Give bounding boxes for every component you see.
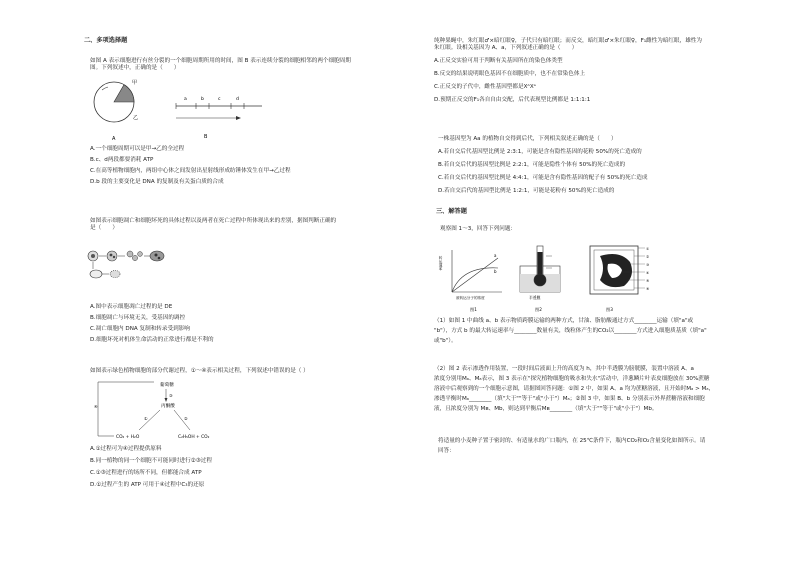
fig1-xlabel: 被转运分子的浓度 [456,296,485,300]
question-2-options [90,304,384,344]
figures-1-3 [440,236,690,314]
question-7-line: 将适量的小麦种子置于密封的、有适量水的广口瓶内，在 25℃条件下，瓶内CO₂和O₂含量变化如图所示。请 [438,438,706,444]
fig-label-yi: 乙 [133,115,139,121]
question-4 [434,38,752,104]
fig1-ylabel: 转运速率 [439,256,443,271]
question-2 [90,218,384,232]
part-2-line: 渗透平衡时Mₐ________（填"大于""等于"或"小于"）Mₐ；②图 3 中，如果 B、b 分别表示外界蔗糖溶液和细胞 [434,395,705,402]
metabolism-figure [94,378,234,448]
fig2-membrane-label: 半透膜 [529,295,541,300]
option-a: A.图中表示细胞凋亡过程的是 DE [90,304,173,310]
question-6-part-2 [434,366,752,413]
section-title-multiple-choice: 二、多项选择题 [84,37,128,44]
option-b: B.c、d两段都要消耗 ATP [90,156,154,163]
curve-b [452,268,498,292]
option-c: C.若自交后代的基因型比例是 4:4:1，可能是含有隐性基因的配子有 50%的死亡造成 [438,174,648,181]
part-2-line: 浓度分别用Mₐ、Mₐ表示，图 3 表示在"探究植物细胞的吸水和失水"活动中，洋葱鳞片叶表皮细胞放在 30%蔗糖 [434,375,710,382]
segment-label-c: c [218,97,221,102]
step-1-label: ① [144,416,148,421]
part-1-line: "b"），方式 b 的最大转运速率与________数量有关，线粒体产生的CO₂以________方式进入细胞质基质（填"a" [434,327,707,334]
option-d: D.①过程产生的 ATP 可用于④过程中C₃的还原 [90,481,205,488]
node-co2-h2o: CO₂ + H₂O [116,435,140,440]
option-a: A.一个细胞周期可以是甲→乙的全过程 [90,146,185,152]
node-ethanol-co2: C₂H₅OH + CO₂ [178,435,210,440]
cell-death-figure [84,241,184,281]
part-2-line: （2）图 2 表示渗透作用装置，一段时间后液面上升的高度为 h，其中半透膜为膀胱膜，装置中溶液 A、a [434,366,694,372]
option-a: A.正反交实验可用于判断有关基因所在的染色体类型 [434,57,563,64]
question-5-stem: 一株基因型为 Aa 的植物自交得到后代，下列相关叙述正确的是（ ） [438,136,617,142]
fig-label-B: B [204,134,208,140]
question-2-stem-line: 是（ ） [90,224,118,231]
figure-2-osmosis-device [520,246,560,313]
fig-label-jia: 甲 [132,80,138,86]
question-1-options [90,146,384,186]
step-3-label: ③ [169,393,173,398]
fig3-num-3: ③ [646,263,650,267]
fig3-num-2: ② [646,255,650,259]
question-7-stem [438,438,752,455]
segment-label-a: a [184,97,187,102]
step-2-label: ② [184,416,188,421]
option-c: C.在高等植物细胞内，两组中心体之间发射出星射线形成纺锤体发生在甲→乙过程 [90,167,291,174]
question-1 [90,58,384,72]
segment-label-d: d [236,97,239,102]
fig3-num-5: ⑤ [646,279,650,283]
figure-1-transport-graph [438,250,502,313]
fig3-caption: 图3 [606,307,613,312]
part-2-line: 液，且浓度分别为 Mʙ、Mb，则达到平衡后Mʙ________（填"大于""等于"或"小于"）Mb。 [434,405,658,412]
option-d: D.若自交后代的基因型比例是 1:2:1，可能是花粉有 50%的死亡造成的 [438,187,615,194]
curve-label-b: b [494,269,497,274]
fig2-caption: 图2 [535,307,542,312]
part-1-line: （1）如图 1 中曲线 a、b 表示物质跨膜运输的两种方式，甘油、脂肪酸通过方式________运输（填"a"或 [434,318,694,324]
option-c: C.凋亡细胞内 DNA 复制和转录受到影响 [90,325,190,332]
question-2-stem-line: 如图表示细胞凋亡和细胞坏死的具体过程以及两者在死亡过程中所体现出来的差别，据图判断正确的 [90,218,337,224]
fig3-num-6: ⑥ [646,287,650,291]
curve-a [452,258,498,292]
fig3-num-1: ① [646,247,650,251]
cell-cycle-figure [84,78,304,148]
option-c: C.正反交的子代中，雌性基因型都是XᴬXᵃ [434,83,536,90]
fig3-num-4: ④ [646,271,650,275]
option-d: D.b 段的主要变化是 DNA 的复制及有关蛋白质的合成 [90,178,224,185]
step-4-label: ④ [94,404,98,409]
question-3-options [90,446,384,489]
question-4-stem-line: 纯种果蝇中，朱红眼♂×暗红眼♀，子代只有暗红眼；而反交，暗红眼♂×朱红眼♀，F₁雌性为暗红眼，雄性为 [434,38,702,44]
question-6-part-1 [434,318,752,345]
node-glucose: 葡萄糖 [160,383,174,388]
option-a: A.若自交后代基因型比例是 2:3:1，可能是含有隐性基因的花粉 50%的死亡造成的 [438,148,642,155]
part-1-line: 或"b"）。 [434,337,457,344]
option-b: B.反交的结果说明眼色基因不在细胞质中，也不在常染色体上 [434,70,586,77]
question-1-stem-line: 图。下列叙述中，正确的是（ ） [90,64,180,71]
question-1-stem-line: 如图 A 表示细胞进行有丝分裂的一个细胞周期所用的时间，图 B 表示连续分裂的细胞相邻的两个细胞周期 [90,58,351,64]
option-b: B.若自交后代的基因型比例是 2:2:1，可能是隐性个体有 50%的死亡造成的 [438,161,626,168]
node-pyruvate: 丙酮酸 [161,404,175,409]
question-5 [438,136,752,195]
option-d: D.预期正反交的F₁各自自由交配，后代表现型比例都是 1:1:1:1 [434,96,591,103]
fig-label-A: A [112,136,116,142]
segment-label-b: b [201,97,204,102]
question-6-stem: 观察图 1～3，回答下列问题： [440,226,517,232]
option-d: D.细胞坏死对机体生命活动的正常进行都是不利的 [90,336,214,343]
option-b: B.同一植物的同一个细胞不可能同时进行②③过程 [90,457,212,464]
curve-label-a: a [494,253,497,258]
option-a: A.①过程可为④过程提供原料 [90,446,162,452]
option-b: B.细胞凋亡与环境无关，受基因的调控 [90,314,186,321]
question-4-stem-line: 朱红眼。设相关基因为 A、a，下列叙述正确的是（ ） [434,44,578,51]
part-2-line: 溶液中后观察到的一个细胞示意图，请据图回答问题：①图 2 中，如果 A、a 均为蔗糖溶液，且开始时Mₐ > Mₐ， [434,385,715,392]
fig1-caption: 图1 [470,307,477,312]
option-c: C.①③过程进行的场所不同，但都能合成 ATP [90,469,202,476]
figure-3-plasmolysis-cell [590,246,650,313]
section-title-answer: 三、解答题 [436,208,467,215]
question-3-stem: 如图表示绿色植物细胞的部分代谢过程，①～④表示相关过程，下列叙述中错误的是（ ） [90,368,309,374]
question-7-line: 回答： [438,447,455,454]
